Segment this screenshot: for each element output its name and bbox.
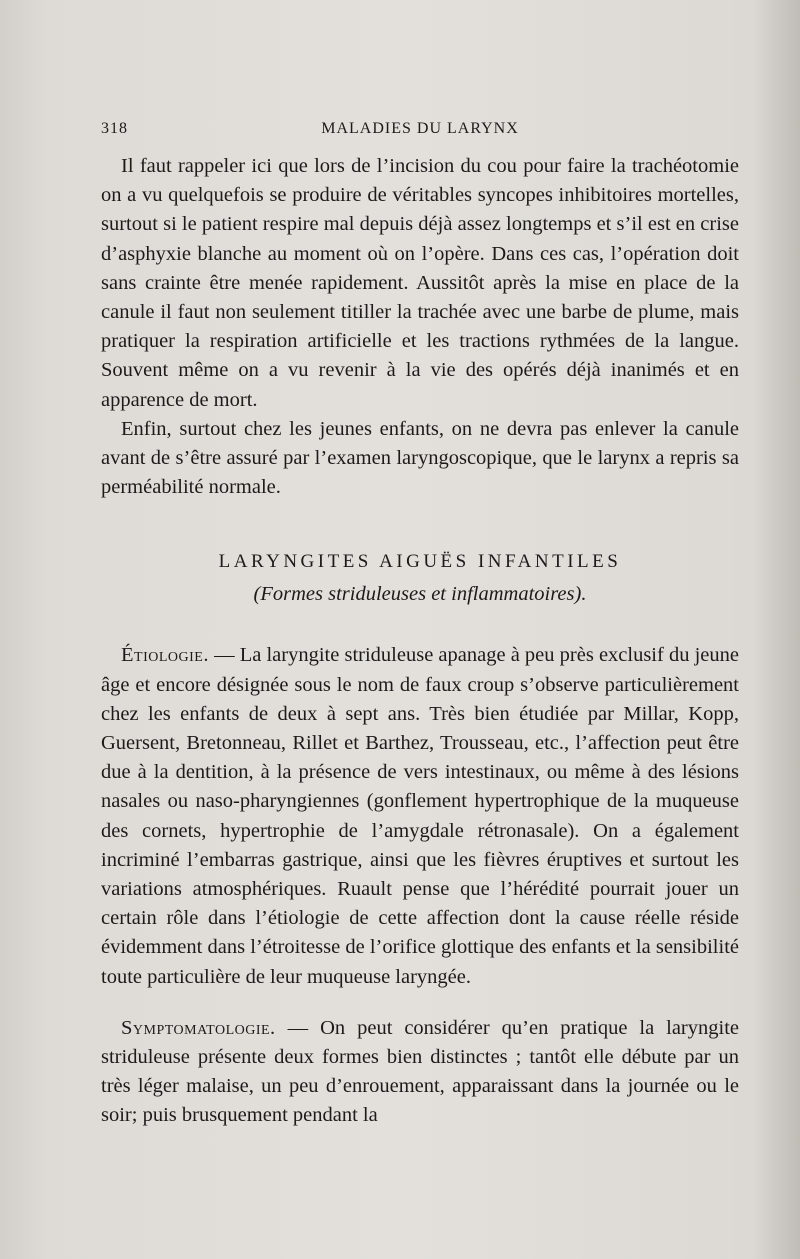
page-body xyxy=(101,152,739,1131)
section-subtitle: (Formes striduleuses et inflammatoires). xyxy=(253,583,587,606)
page-header xyxy=(101,120,739,144)
etiologie-label: Étiologie. xyxy=(121,644,209,667)
symptomatologie-text: — On peut considérer qu’en pratique la laryngite striduleuse présente deux formes bien distinctes ; tantôt elle débute par un très léger malaise, un peu d’enrouement, apparaissant dans la journée ou le soir; puis brusquement pendant la xyxy=(101,1016,739,1127)
running-title: MALADIES DU LARYNX xyxy=(321,120,519,137)
symptomatologie-label: Symptomatologie. xyxy=(121,1016,276,1039)
paragraph-canule: Enfin, surtout chez les jeunes enfants, on ne devra pas enlever la canule avant de s’être assuré par l’examen laryngoscopique, que le larynx a repris sa perméabilité normale. xyxy=(101,417,739,499)
page-edge-shadow xyxy=(752,0,800,1259)
paragraph-tracheotomie: Il faut rappeler ici que lors de l’incision du cou pour faire la trachéotomie on a vu quelquefois se produire de véritables syncopes inhibitoires mortelles, surtout si le patient respire mal depuis déjà assez longtemps et s’il est en crise d’asphyxie blanche au moment où on l’opère. Dans ces cas, l’opération doit sans crainte être menée rapidement. Aussitôt après la mise en place de la canule il faut non seulement titiller la trachée avec une barbe de plume, mais pratiquer la respiration artificielle et les tractions rythmées de la langue. Souvent même on a vu revenir à la vie des opérés déjà inanimés et en apparence de mort. xyxy=(101,155,739,411)
paragraph-etiologie xyxy=(101,641,739,991)
paragraph-symptomatologie xyxy=(101,1014,739,1131)
section-title: LARYNGITES AIGUËS INFANTILES xyxy=(218,551,622,573)
page-number: 318 xyxy=(101,120,128,137)
etiologie-text: — La laryngite striduleuse apanage à peu près exclusif du jeune âge et encore désignée sous le nom de faux croup s’observe particulièrement chez les enfants de deux à sept ans. Très bien étudiée par Millar, Kopp, Guersent, Bretonneau, Rillet et Barthez, Trousseau, etc., l’affection peut être due à la dentition, à la présence de vers intestinaux, ou même à des lésions nasales ou naso-pharyngiennes (gonflement hypertrophique de la muqueuse des cornets, hypertrophie de l’amygdale rétronasale). On a également incriminé l’embarras gastrique, ainsi que les fièvres éruptives et surtout les variations atmosphériques. Ruault pense que l’hérédité pourrait jouer un certain rôle dans l’étiologie de cette affection dont la cause réelle réside évidemment dans l’étroitesse de l’orifice glottique des enfants et la sensibilité toute particulière de leur muqueuse laryngée. xyxy=(101,644,739,988)
